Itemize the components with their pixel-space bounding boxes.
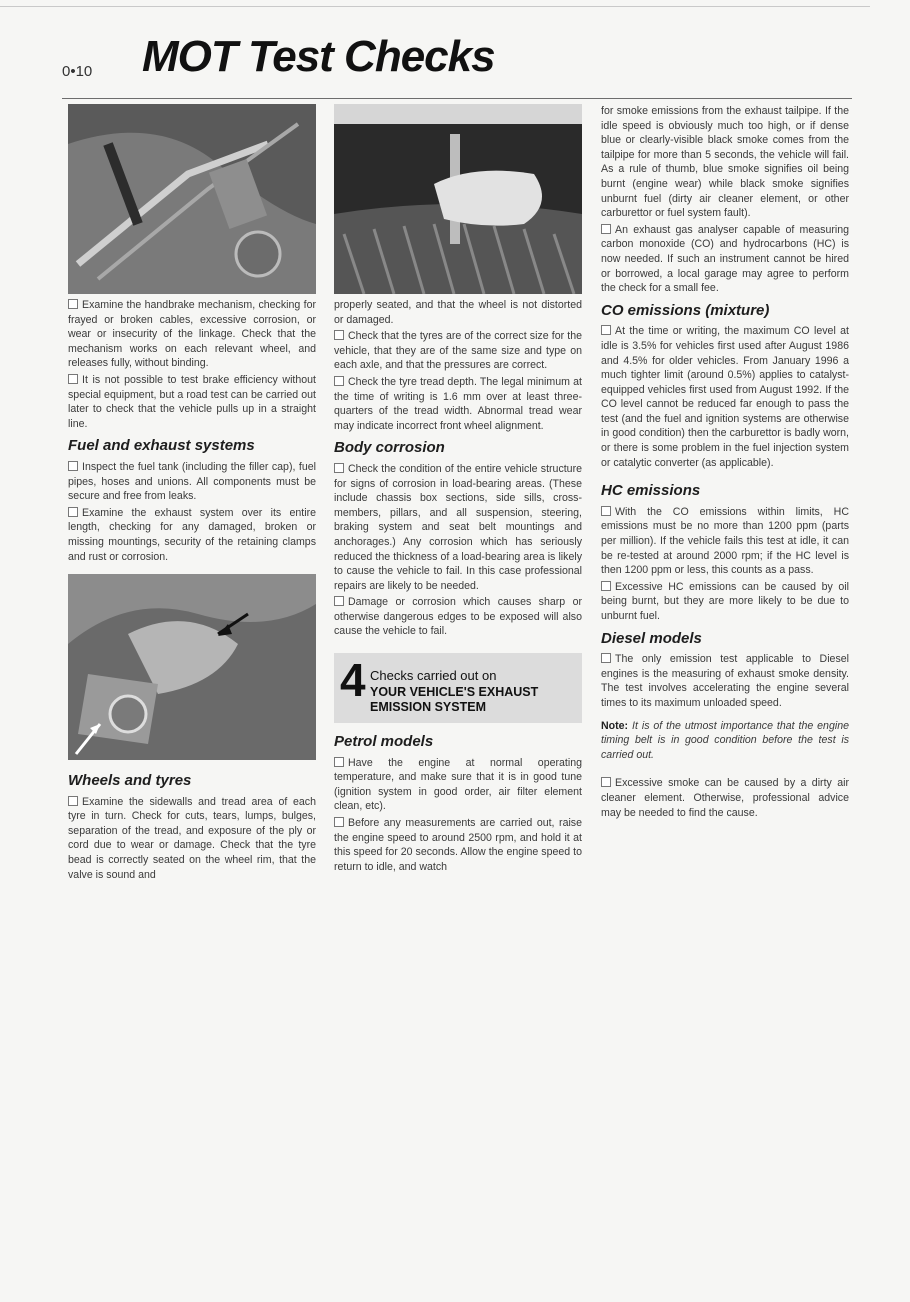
column-3 <box>601 104 849 822</box>
page-number: 0•10 <box>62 63 93 80</box>
page-header <box>62 30 852 98</box>
hc-limits-text: With the CO emissions within limits, HC emissions must be no more than 1200 ppm (parts per million). If the vehicle fails this test at idle, it can be re-tested at around 2000 rpm; if the HC level is then 1200 ppm or less, this counts as a pass. <box>601 505 849 577</box>
banner-line-2: YOUR VEHICLE'S EXHAUST <box>370 685 539 700</box>
checkbox-icon <box>601 581 611 591</box>
structure-corrosion-text: Check the condition of the entire vehicle structure for signs of corrosion in load-bearing areas. (These include chassis box sections, side sills, cross-members, pillars, and all suspension, steering, braking system and seat belt mountings and anchorages.) Any corrosion which has seriously reduced the thickness of a load-bearing area is likely to cause the vehicle to fail. In this case professional repairs are likely to be needed. <box>334 462 582 592</box>
heading-wheels-tyres: Wheels and tyres <box>68 772 192 790</box>
heading-petrol-models: Petrol models <box>334 733 434 751</box>
checkbox-icon <box>334 817 344 827</box>
heading-hc-emissions: HC emissions <box>601 482 701 500</box>
tyre-size-text: Check that the tyres are of the correct size for the vehicle, that they are of the same size and type on each axle, and that the pressures are correct. <box>334 330 582 372</box>
heading-fuel-exhaust: Fuel and exhaust systems <box>68 437 255 455</box>
exhaust-mounting-photo <box>68 574 316 760</box>
brake-efficiency-text: It is not possible to test brake efficiency without special equipment, but a road test can be carried out later to check that the vehicle pulls up in a straight line. <box>68 373 316 430</box>
column-2 <box>334 104 582 876</box>
banner-line-1: Checks carried out on <box>370 668 497 684</box>
fuel-tank-text: Inspect the fuel tank (including the filler cap), fuel pipes, hoses and unions. All components must be secure and free from leaks. <box>68 460 316 503</box>
checkbox-icon <box>601 506 611 516</box>
sharp-edges-text: Damage or corrosion which causes sharp or otherwise dangerous edges to be exposed will also cause the vehicle to fail. <box>334 596 582 638</box>
checkbox-icon <box>334 596 344 606</box>
engine-temperature-text: Have the engine at normal operating temperature, and make sure that it is in good tune (ignition system in good order, air filter element clean, etc). <box>334 756 582 813</box>
smoke-emissions-text: for smoke emissions from the exhaust tailpipe. If the idle speed is obviously much too high, or if dense blue or clearly-visible black smoke comes from the tailpipe for more than 5 seconds, the vehicle will fail. As a rule of thumb, blue smoke signifies oil being burnt (engine wear) while black smoke signifies unburnt fuel (dirty air cleaner element, or other carburettor or fuel system fault). <box>601 105 849 220</box>
timing-belt-note: Note: It is of the utmost importance that the engine timing belt is in good condition before the test is carried out. <box>601 719 849 761</box>
heading-co-emissions: CO emissions (mixture) <box>601 301 770 319</box>
diesel-test-text: The only emission test applicable to Diesel engines is the measuring of exhaust smoke density. The test involves accelerating the engine several times to its maximum unloaded speed. <box>601 653 849 709</box>
column-1 <box>68 104 316 884</box>
handbrake-text: Examine the handbrake mechanism, checking for frayed or broken cables, excessive corrosion, or wear or insecurity of the linkage. Check that the mechanism works on each relevant wheel, and releases fully, without binding. <box>68 299 316 370</box>
wheel-seated-text: properly seated, and that the wheel is not distorted or damaged. <box>334 299 582 326</box>
checkbox-icon <box>334 330 344 340</box>
checkbox-icon <box>334 376 344 386</box>
smoke-causes-text: Excessive smoke can be caused by a dirty air cleaner element. Otherwise, professional advice may be needed to find the cause. <box>601 777 849 819</box>
exhaust-system-text: Examine the exhaust system over its entire length, checking for any damaged, broken or missing mountings, security of the retaining clamps and rust or corrosion. <box>68 506 316 563</box>
top-border-line <box>0 6 870 7</box>
page-title: MOT Test Checks <box>142 32 495 81</box>
checkbox-icon <box>601 777 611 787</box>
checkbox-icon <box>68 299 78 309</box>
sidewalls-text: Examine the sidewalls and tread area of each tyre in turn. Check for cuts, tears, lumps, bulges, separation of the tread, and exposure of the ply or cord due to wear or damage. Check that the tyre bead is correctly seated on the wheel rim, that the valve is sound and <box>68 795 316 881</box>
co-level-text: At the time or writing, the maximum CO level at idle is 3.5% for vehicles first used after August 1986 and 4.5% for older vehicles. From January 1996 a much tighter limit (around 0.5%) applies to catalyst-equipped vehicles first used from August 1992. If the CO level cannot be reduced far enough to pass the test (and the fuel and ignition systems are otherwise in good condition) then the carburettor is badly worn, or there is some problem in the fuel injection system or catalytic converter (as applicable). <box>601 325 849 469</box>
checkbox-icon <box>601 653 611 663</box>
tyre-depth-photo <box>334 104 582 294</box>
heading-diesel-models: Diesel models <box>601 629 702 647</box>
checkbox-icon <box>68 461 78 471</box>
checkbox-icon <box>68 507 78 517</box>
checkbox-icon <box>601 325 611 335</box>
banner-line-3: EMISSION SYSTEM <box>370 700 486 715</box>
checkbox-icon <box>68 374 78 384</box>
heading-body-corrosion: Body corrosion <box>334 439 445 457</box>
checkbox-icon <box>334 463 344 473</box>
hc-causes-text: Excessive HC emissions can be caused by oil being burnt, but they are more likely to be due to unburnt fuel. <box>601 580 849 622</box>
header-rule <box>62 98 852 99</box>
engine-speed-text: Before any measurements are carried out, raise the engine speed to around 2500 rpm, and hold it at this speed for 20 seconds. Allow the engine speed to return to idle, and watch <box>334 817 582 873</box>
tread-depth-text: Check the tyre tread depth. The legal minimum at the time of writing is 1.6 mm over at least three-quarters of the tread width. Abnormal tread wear may indicate incorrect front wheel alignment. <box>334 375 582 432</box>
handbrake-photo <box>68 104 316 294</box>
section-banner <box>334 653 582 723</box>
checkbox-icon <box>334 757 344 767</box>
checkbox-icon <box>68 796 78 806</box>
gas-analyser-text: An exhaust gas analyser capable of measuring carbon monoxide (CO) and hydrocarbons (HC) is now needed. If such an instrument cannot be hired or borrowed, a local garage may agree to perform the check for a small fee. <box>601 223 849 295</box>
section-number: 4 <box>340 654 366 707</box>
checkbox-icon <box>601 224 611 234</box>
